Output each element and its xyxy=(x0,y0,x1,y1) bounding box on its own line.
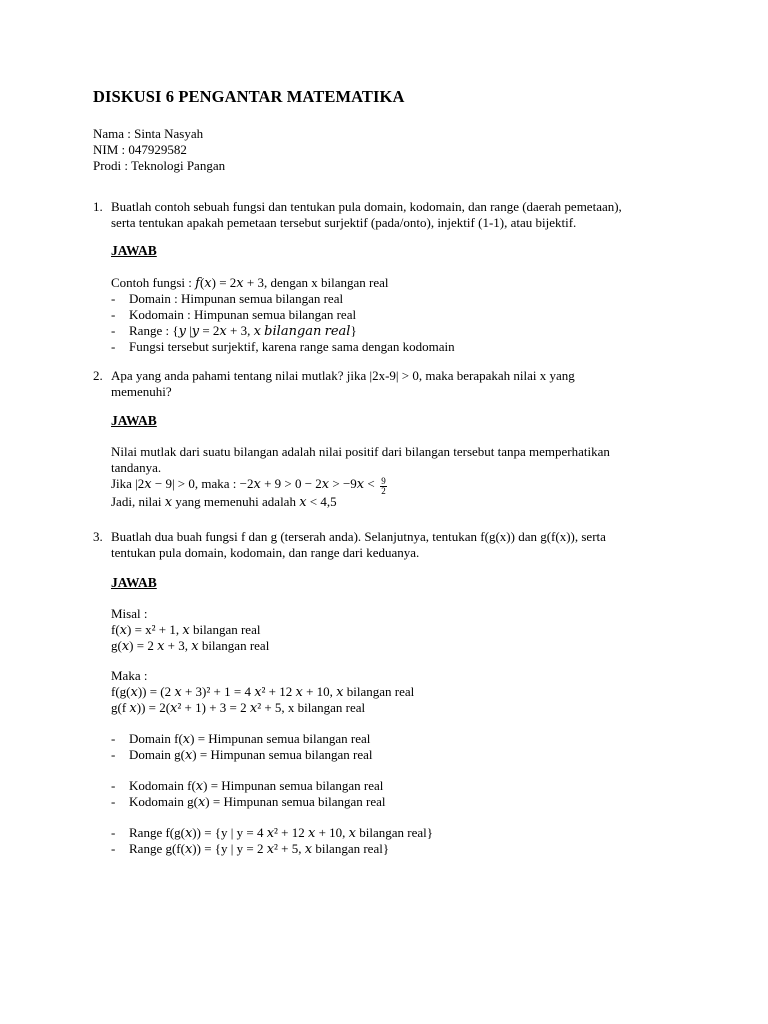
list-item: - Domain f(𝑥) = Himpunan semua bilangan real xyxy=(111,731,371,746)
answer-text: tandanya. xyxy=(111,460,162,475)
question-text: Buatlah dua buah fungsi f dan g (terserah anda). Selanjutnya, tentukan f(g(x)) dan g(f(x)), serta xyxy=(111,529,606,544)
student-prodi: Prodi : Teknologi Pangan xyxy=(93,158,226,173)
student-nim: NIM : 047929582 xyxy=(93,142,187,157)
question-3 xyxy=(93,529,693,561)
question-text: tentukan pula domain, kodomain, dan range dari keduanya. xyxy=(111,545,420,560)
bullet-dash: - xyxy=(111,291,116,306)
question-text: serta tentukan apakah pemetaan tersebut surjektif (pada/onto), injektif (1-1), atau bijektif. xyxy=(111,215,577,230)
list-item: - Fungsi tersebut surjektif, karena range sama dengan kodomain xyxy=(111,339,455,354)
question-text: Buatlah contoh sebuah fungsi dan tentukan pula domain, kodomain, dan range (daerah pemetaan), xyxy=(111,199,622,214)
fraction: $\frac{9}{2}$ xyxy=(381,476,386,496)
answer-heading: JAWAB xyxy=(111,413,157,428)
question-2 xyxy=(93,368,693,400)
list-item: - Kodomain g(𝑥) = Himpunan semua bilangan real xyxy=(111,794,386,809)
list-item: - Domain g(𝑥) = Himpunan semua bilangan real xyxy=(111,747,373,762)
answer-1 xyxy=(111,275,671,355)
bullet-dash: - xyxy=(111,731,116,746)
example-function: Contoh fungsi : 𝑓(𝑥) = 2𝑥 + 3, dengan x bilangan real xyxy=(111,275,389,290)
question-number: 2. xyxy=(93,368,103,383)
bullet-dash: - xyxy=(111,307,116,322)
inequality-line: Jika |2𝑥 − 9| > 0, maka : −2𝑥 + 9 > 0 − 2𝑥 > −9𝑥 < $\frac{9}{2}$ xyxy=(111,476,386,496)
answer-conclusion: Jadi, nilai 𝑥 yang memenuhi adalah 𝑥 < 4,5 xyxy=(111,494,337,509)
question-1 xyxy=(93,199,693,231)
bullet-dash: - xyxy=(111,747,116,762)
question-text: memenuhi? xyxy=(111,384,172,399)
answer-text: Nilai mutlak dari suatu bilangan adalah nilai positif dari bilangan tersebut tanpa memperhatikan xyxy=(111,444,610,459)
answer-heading: JAWAB xyxy=(111,575,157,590)
misal-label: Misal : xyxy=(111,606,148,621)
bullet-dash: - xyxy=(111,841,116,856)
bullet-dash: - xyxy=(111,323,116,338)
student-info xyxy=(93,126,225,174)
list-item: - Domain : Himpunan semua bilangan real xyxy=(111,291,344,306)
list-item: - Kodomain f(𝑥) = Himpunan semua bilangan real xyxy=(111,778,384,793)
bullet-dash: - xyxy=(111,794,116,809)
list-item: - Range : {𝑦 |𝑦 = 2𝑥 + 3, 𝑥 𝑏𝑖𝑙𝑎𝑛𝑔𝑎𝑛 𝑟𝑒𝑎𝑙} xyxy=(111,323,357,338)
composition-gf: g(f 𝑥)) = 2(𝑥² + 1) + 3 = 2 𝑥² + 5, x bilangan real xyxy=(111,700,366,715)
bullet-dash: - xyxy=(111,778,116,793)
g-definition: g(𝑥) = 2 𝑥 + 3, 𝑥 bilangan real xyxy=(111,638,270,653)
question-number: 1. xyxy=(93,199,103,214)
list-item: - Kodomain : Himpunan semua bilangan real xyxy=(111,307,357,322)
f-definition: f(𝑥) = x² + 1, 𝑥 bilangan real xyxy=(111,622,261,637)
answer-2 xyxy=(111,444,671,510)
document-title: DISKUSI 6 PENGANTAR MATEMATIKA xyxy=(93,87,405,106)
composition-fg: f(g(𝑥)) = (2 𝑥 + 3)² + 1 = 4 𝑥² + 12 𝑥 + 10, 𝑥 bilangan real xyxy=(111,684,415,699)
student-name: Nama : Sinta Nasyah xyxy=(93,126,204,141)
maka-label: Maka : xyxy=(111,668,148,683)
question-number: 3. xyxy=(93,529,103,544)
list-item: - Range g(f(𝑥)) = {y | y = 2 𝑥² + 5, 𝑥 bilangan real} xyxy=(111,841,390,856)
answer-3 xyxy=(111,606,671,857)
bullet-dash: - xyxy=(111,339,116,354)
bullet-dash: - xyxy=(111,825,116,840)
list-item: - Range f(g(𝑥)) = {y | y = 4 𝑥² + 12 𝑥 + 10, 𝑥 bilangan real} xyxy=(111,825,433,840)
question-text: Apa yang anda pahami tentang nilai mutlak? jika |2x-9| > 0, maka berapakah nilai x yang xyxy=(111,368,575,383)
answer-heading: JAWAB xyxy=(111,243,157,258)
